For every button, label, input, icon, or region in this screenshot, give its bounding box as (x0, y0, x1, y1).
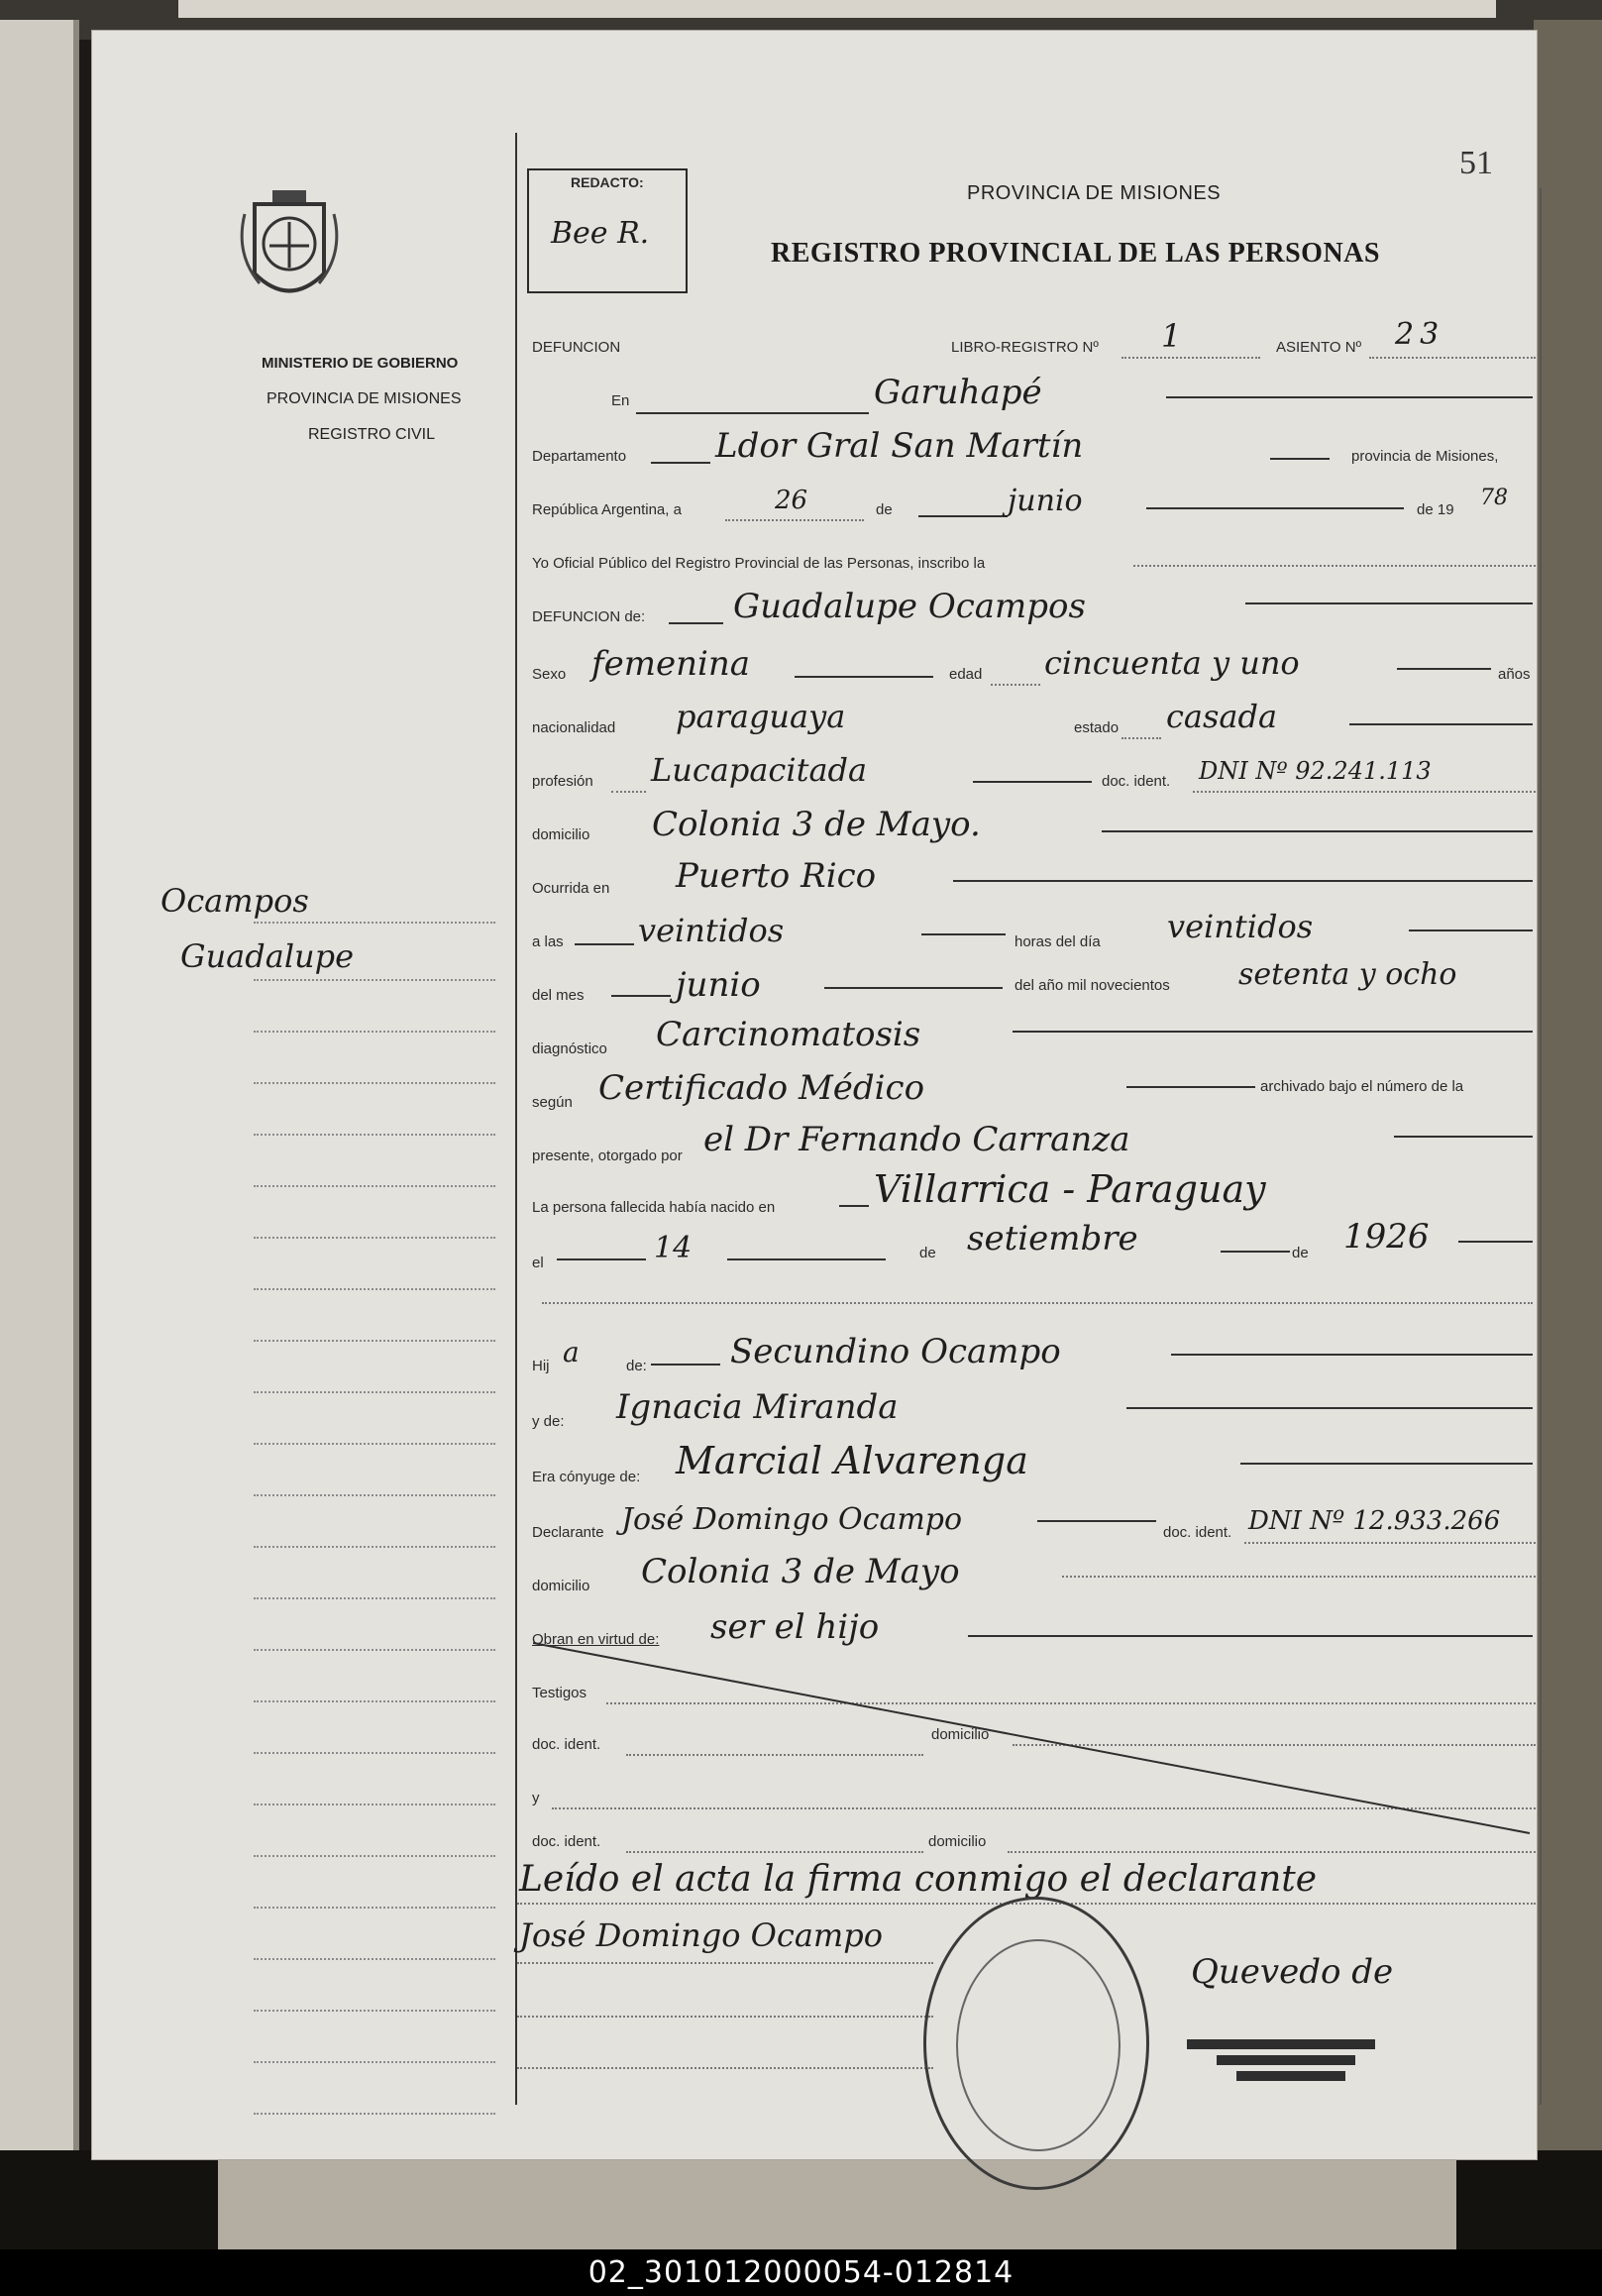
libro-value: 1 (1161, 317, 1182, 355)
ocurrida-value: Puerto Rico (676, 856, 877, 896)
horas-value: veintidos (638, 912, 785, 949)
republica-label: República Argentina, a (532, 501, 682, 518)
margin-line (254, 1907, 495, 1909)
domicilio-rule (1102, 830, 1533, 832)
province-heading: PROVINCIA DE MISIONES (967, 182, 1222, 204)
margin-line (254, 1546, 495, 1548)
nacido-label: La persona fallecida había nacido en (532, 1199, 776, 1216)
blank-line (542, 1302, 1533, 1304)
de-year-label: de 19 (1417, 501, 1454, 518)
libro-dots (1121, 357, 1260, 359)
margin-line (254, 1700, 495, 1702)
testigos-label: Testigos (532, 1685, 587, 1701)
domicilio-value: Colonia 3 de Mayo. (652, 805, 981, 844)
margin-line (254, 1288, 495, 1290)
dia-value: 26 (775, 486, 808, 515)
defuncion-de-label: DEFUNCION de: (532, 608, 646, 625)
page-below (218, 2150, 1456, 2249)
libro-label: LIBRO-REGISTRO Nº (951, 339, 1099, 356)
nac-de2-label: de (1292, 1245, 1309, 1261)
presente-rule (1394, 1136, 1533, 1138)
conyuge-label: Era cónyuge de: (532, 1469, 641, 1485)
segun-rule (1126, 1086, 1255, 1088)
edad-value: cincuenta y uno (1044, 644, 1300, 682)
margin-line (254, 1958, 495, 1960)
dia-ocurr-rule (1409, 929, 1533, 931)
ocurrida-rule (953, 880, 1533, 882)
closing-text: Leído el acta la firma conmigo el declarante (519, 1859, 1318, 1900)
record-type-label: DEFUNCION (532, 339, 621, 356)
redacto-label: REDACTO: (571, 174, 644, 190)
nac-mes-value: setiembre (967, 1219, 1138, 1258)
segun-value: Certificado Médico (598, 1068, 925, 1108)
delmes-rule-left (611, 995, 671, 997)
hijo-label: Hij (532, 1358, 550, 1374)
departamento-rule-left (651, 462, 710, 464)
nac-anio-rule (1458, 1241, 1533, 1243)
obran-label: Obran en virtud de: (532, 1631, 660, 1648)
decl-domicilio-label: domicilio (532, 1578, 590, 1594)
margin-note-line1: Ocampos (160, 882, 309, 920)
margin-line (254, 1494, 495, 1496)
domicilio-label: domicilio (532, 826, 590, 843)
margin-line (254, 922, 495, 924)
departamento-rule-right (1270, 458, 1330, 460)
decl-doc-dots (1244, 1542, 1536, 1544)
delmes-rule-right (824, 987, 1003, 989)
margin-line (254, 1804, 495, 1805)
form-border-right (1540, 188, 1542, 2105)
redacto-box (527, 168, 688, 293)
decl-domicilio-dots (1062, 1576, 1536, 1578)
nac-mes-rule (1221, 1251, 1290, 1253)
sexo-rule (795, 676, 933, 678)
mes-rule-left (918, 515, 1008, 517)
book-cover-right (1534, 20, 1602, 2150)
background-bottom (0, 2150, 1602, 2249)
doc-dots (1193, 791, 1536, 793)
civil-registry-label: REGISTRO CIVIL (308, 426, 436, 443)
testigo2-dom-label: domicilio (928, 1833, 987, 1850)
margin-note-line2: Guadalupe (180, 937, 355, 975)
sig-dots-3 (517, 2067, 933, 2069)
en-rule (636, 412, 869, 414)
y-label: y (532, 1790, 540, 1806)
margin-line (254, 979, 495, 981)
spouse-name: Marcial Alvarenga (676, 1439, 1028, 1482)
nac-anio-value: 1926 (1343, 1217, 1430, 1257)
testigo2-dom-dots (1008, 1851, 1536, 1853)
declarante-rule (1037, 1520, 1156, 1522)
form-border-left (515, 133, 517, 2105)
delmes-label: del mes (532, 987, 585, 1004)
paper-strip (178, 0, 1496, 18)
father-rule (1171, 1354, 1533, 1356)
margin-line (254, 1031, 495, 1033)
defuncion-rule-left (669, 622, 723, 624)
hijo-de-label: de: (626, 1358, 647, 1374)
sig-dots-2 (517, 2016, 933, 2018)
oficial-signature: Quevedo de (1191, 1952, 1394, 1992)
anos-label: años (1498, 666, 1531, 683)
image-id-footer: 02_301012000054-012814 (0, 2249, 1602, 2296)
yde-label: y de: (532, 1413, 565, 1430)
segun-label: según (532, 1094, 573, 1111)
margin-line (254, 2061, 495, 2063)
redacto-initials: Bee R. (551, 216, 650, 251)
estado-value: casada (1166, 698, 1278, 735)
diagnostico-label: diagnóstico (532, 1040, 607, 1057)
page-number: 51 (1459, 145, 1493, 181)
nac-de-label: de (919, 1245, 936, 1261)
margin-line (254, 1185, 495, 1187)
margin-line (254, 1752, 495, 1754)
father-name: Secundino Ocampo (730, 1332, 1061, 1371)
el-label: el (532, 1255, 544, 1271)
stamp-bar (1217, 2055, 1355, 2065)
margin-line (254, 1443, 495, 1445)
archivado-label: archivado bajo el número de la (1260, 1078, 1464, 1095)
margin-line (254, 1340, 495, 1342)
estado-rule (1349, 723, 1533, 725)
testigo2-doc-label: doc. ident. (532, 1833, 601, 1850)
provincia-suffix: provincia de Misiones, (1351, 448, 1499, 465)
en-value: Garuhapé (874, 373, 1042, 412)
sexo-label: Sexo (532, 666, 567, 683)
strike-diagonal (533, 1631, 1536, 1839)
oficial-name-stamp (1187, 2033, 1385, 2103)
nacionalidad-value: paraguaya (676, 698, 846, 735)
left-page-edge (0, 20, 79, 2150)
doc-label: doc. ident. (1102, 773, 1171, 790)
sexo-value: femenina (591, 644, 751, 684)
declarante-label: Declarante (532, 1524, 604, 1541)
estado-label: estado (1074, 719, 1120, 736)
dia-ocurrencia-value: veintidos (1167, 908, 1314, 945)
margin-line (254, 1237, 495, 1239)
testigo1-doc-label: doc. ident. (532, 1736, 601, 1753)
asiento-value: 23 (1395, 317, 1445, 352)
margin-line (254, 1855, 495, 1857)
dia-dots (725, 519, 864, 521)
mother-rule (1126, 1407, 1533, 1409)
testigo1-dom-label: domicilio (931, 1726, 990, 1743)
spouse-rule (1240, 1463, 1533, 1465)
hijo-suffix: a (563, 1336, 580, 1368)
mother-name: Ignacia Miranda (616, 1387, 899, 1427)
registry-heading: REGISTRO PROVINCIAL DE LAS PERSONAS (771, 238, 1380, 269)
margin-line (254, 2113, 495, 2115)
horas-dia-label: horas del día (1015, 933, 1101, 950)
margin-line (254, 1597, 495, 1599)
coat-of-arms-icon (235, 184, 344, 313)
de-label: de (876, 501, 893, 518)
departamento-label: Departamento (532, 448, 627, 465)
estado-dots (1121, 737, 1161, 739)
mes-value: junio (1008, 484, 1083, 518)
profesion-label: profesión (532, 773, 593, 790)
diagnostico-value: Carcinomatosis (656, 1015, 921, 1054)
stamp-bar (1187, 2039, 1375, 2049)
oficial-dots (1133, 565, 1536, 567)
margin-line (254, 1082, 495, 1084)
anio-label: del año mil novecientos (1015, 977, 1170, 994)
nacionalidad-label: nacionalidad (532, 719, 616, 736)
el-rule-left (557, 1258, 646, 1260)
nacido-value: Villarrica - Paraguay (874, 1167, 1266, 1211)
decl-domicilio-value: Colonia 3 de Mayo (641, 1552, 960, 1591)
decl-doc-label: doc. ident. (1163, 1524, 1232, 1541)
document-page (91, 30, 1538, 2160)
horas-rule (921, 933, 1006, 935)
edad-rule (1397, 668, 1491, 670)
stamp-inner-ring (956, 1939, 1121, 2151)
anio-value: setenta y ocho (1238, 957, 1457, 992)
presente-label: presente, otorgado por (532, 1148, 683, 1164)
declarante-signature: José Domingo Ocampo (519, 1916, 883, 1954)
ocurrida-label: Ocurrida en (532, 880, 610, 897)
defuncion-rule-right (1245, 602, 1533, 604)
sig-dots (517, 1962, 933, 1964)
asiento-dots (1369, 357, 1536, 359)
alas-rule-left (575, 943, 634, 945)
delmes-value: junio (676, 965, 761, 1005)
asiento-label: ASIENTO Nº (1276, 339, 1362, 356)
official-stamp-icon (923, 1897, 1149, 2190)
doc-value: DNI Nº 92.241.113 (1199, 757, 1432, 785)
year-value: 78 (1480, 486, 1508, 510)
mes-rule-right (1146, 507, 1404, 509)
departamento-value: Ldor Gral San Martín (715, 426, 1084, 466)
diagnostico-rule (1013, 1031, 1533, 1033)
en-label: En (611, 392, 630, 409)
hijo-rule (651, 1364, 720, 1366)
presente-value: el Dr Fernando Carranza (703, 1120, 1130, 1159)
en-rule-right (1166, 396, 1533, 398)
nacido-rule (839, 1205, 869, 1207)
province-label: PROVINCIA DE MISIONES (267, 390, 462, 407)
margin-line (254, 1134, 495, 1136)
profesion-value: Lucapacitada (651, 751, 868, 789)
el-rule-right (727, 1258, 886, 1260)
margin-line (254, 1649, 495, 1651)
decl-doc-value: DNI Nº 12.933.266 (1248, 1506, 1501, 1536)
nac-dia-value: 14 (654, 1231, 693, 1265)
ministry-label: MINISTERIO DE GOBIERNO (262, 355, 459, 372)
edad-label: edad (949, 666, 983, 683)
page-edge-shadow (73, 20, 79, 2150)
oficial-text: Yo Oficial Público del Registro Provincial de las Personas, inscribo la (532, 555, 986, 572)
stamp-bar (1236, 2071, 1345, 2081)
profesion-rule (973, 781, 1092, 783)
margin-line (254, 2010, 495, 2012)
obran-value: ser el hijo (710, 1607, 880, 1647)
deceased-name: Guadalupe Ocampos (733, 587, 1086, 626)
edad-dots (991, 684, 1040, 686)
profesion-dots (611, 791, 646, 793)
alas-label: a las (532, 933, 564, 950)
margin-line (254, 1391, 495, 1393)
testigo2-doc-dots (626, 1851, 923, 1853)
declarante-name: José Domingo Ocampo (621, 1502, 963, 1537)
